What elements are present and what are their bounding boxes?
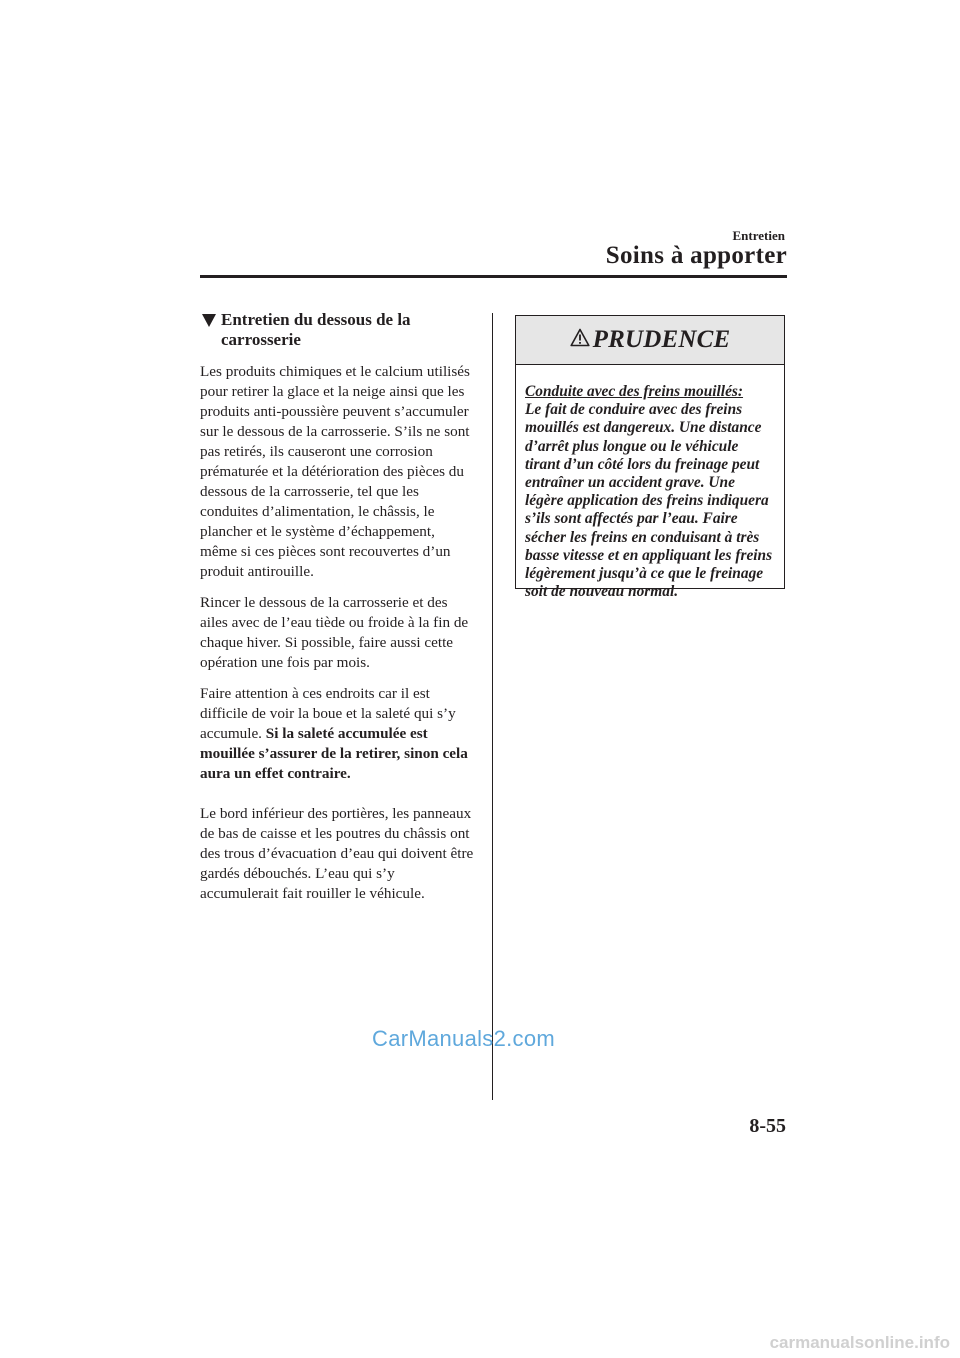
page-title: Soins à apporter	[605, 242, 787, 269]
left-column	[200, 310, 475, 915]
warning-triangle-icon	[570, 328, 590, 347]
section-heading	[200, 310, 475, 350]
header-rule	[200, 275, 787, 278]
section-heading-line1: Entretien du dessous de la	[221, 310, 411, 329]
watermark-logo: CarManuals2.com	[372, 1026, 556, 1051]
paragraph-4: Le bord inférieur des portières, les panneaux de bas de caisse et les poutres du châssis ont des trous d’évacuation d’eau qui doivent être gardés débouchés. L’eau qui s’y accumulerait fait rouiller le véhicule.	[200, 805, 474, 902]
caution-title: PRUDENCE	[592, 326, 731, 353]
page-number: 8-55	[749, 1115, 786, 1137]
paragraph-3-bold: Si la saleté accumulée est mouillée s’assurer de la retirer, sinon cela aura un effet contraire.	[200, 725, 468, 782]
caution-body	[516, 365, 784, 601]
section-heading-line2: carrosserie	[221, 330, 301, 349]
paragraph-1: Les produits chimiques et le calcium utilisés pour retirer la glace et la neige ainsi que les produits anti-poussière peuvent s’accumuler sur le dessous de la carrosserie. S’ils ne sont pas retirés, ils causeront une corrosion prématurée et la détérioration des pièces du dessous de la carrosserie, tel que les conduites d’alimentation, le châssis, le plancher et le système d’échappement, même si ces pièces sont recouvertes d’un produit antirouille.	[200, 363, 470, 580]
caution-header	[516, 316, 784, 365]
footer-link[interactable]: carmanualsonline.info	[769, 1333, 950, 1352]
caution-text: Le fait de conduire avec des freins mouillés est dangereux. Une distance d’arrêt plus longue ou le véhicule tirant d’un côté lors du freinage peut entraîner un accident grave. Une légère application des freins indiquera s’ils sont affectés par l’eau. Faire sécher les freins en conduisant à très basse vitesse et en appliquant les freins légèrement jusqu’à ce que le freinage soit de nouveau normal.	[525, 401, 773, 601]
header-section-label: Entretien	[732, 228, 785, 243]
paragraph-3-normal: Faire attention à ces endroits car il est difficile de voir la boue et la saleté qui s’y accumule.	[200, 685, 456, 742]
paragraph-3	[200, 684, 475, 784]
column-divider	[492, 313, 493, 1100]
triangle-down-icon	[202, 314, 216, 327]
paragraph-2: Rincer le dessous de la carrosserie et des ailes avec de l’eau tiède ou froide à la fin de chaque hiver. Si possible, faire aussi cette opération une fois par mois.	[200, 594, 469, 671]
caution-subheading: Conduite avec des freins mouillés:	[525, 383, 744, 400]
caution-box	[515, 315, 785, 601]
